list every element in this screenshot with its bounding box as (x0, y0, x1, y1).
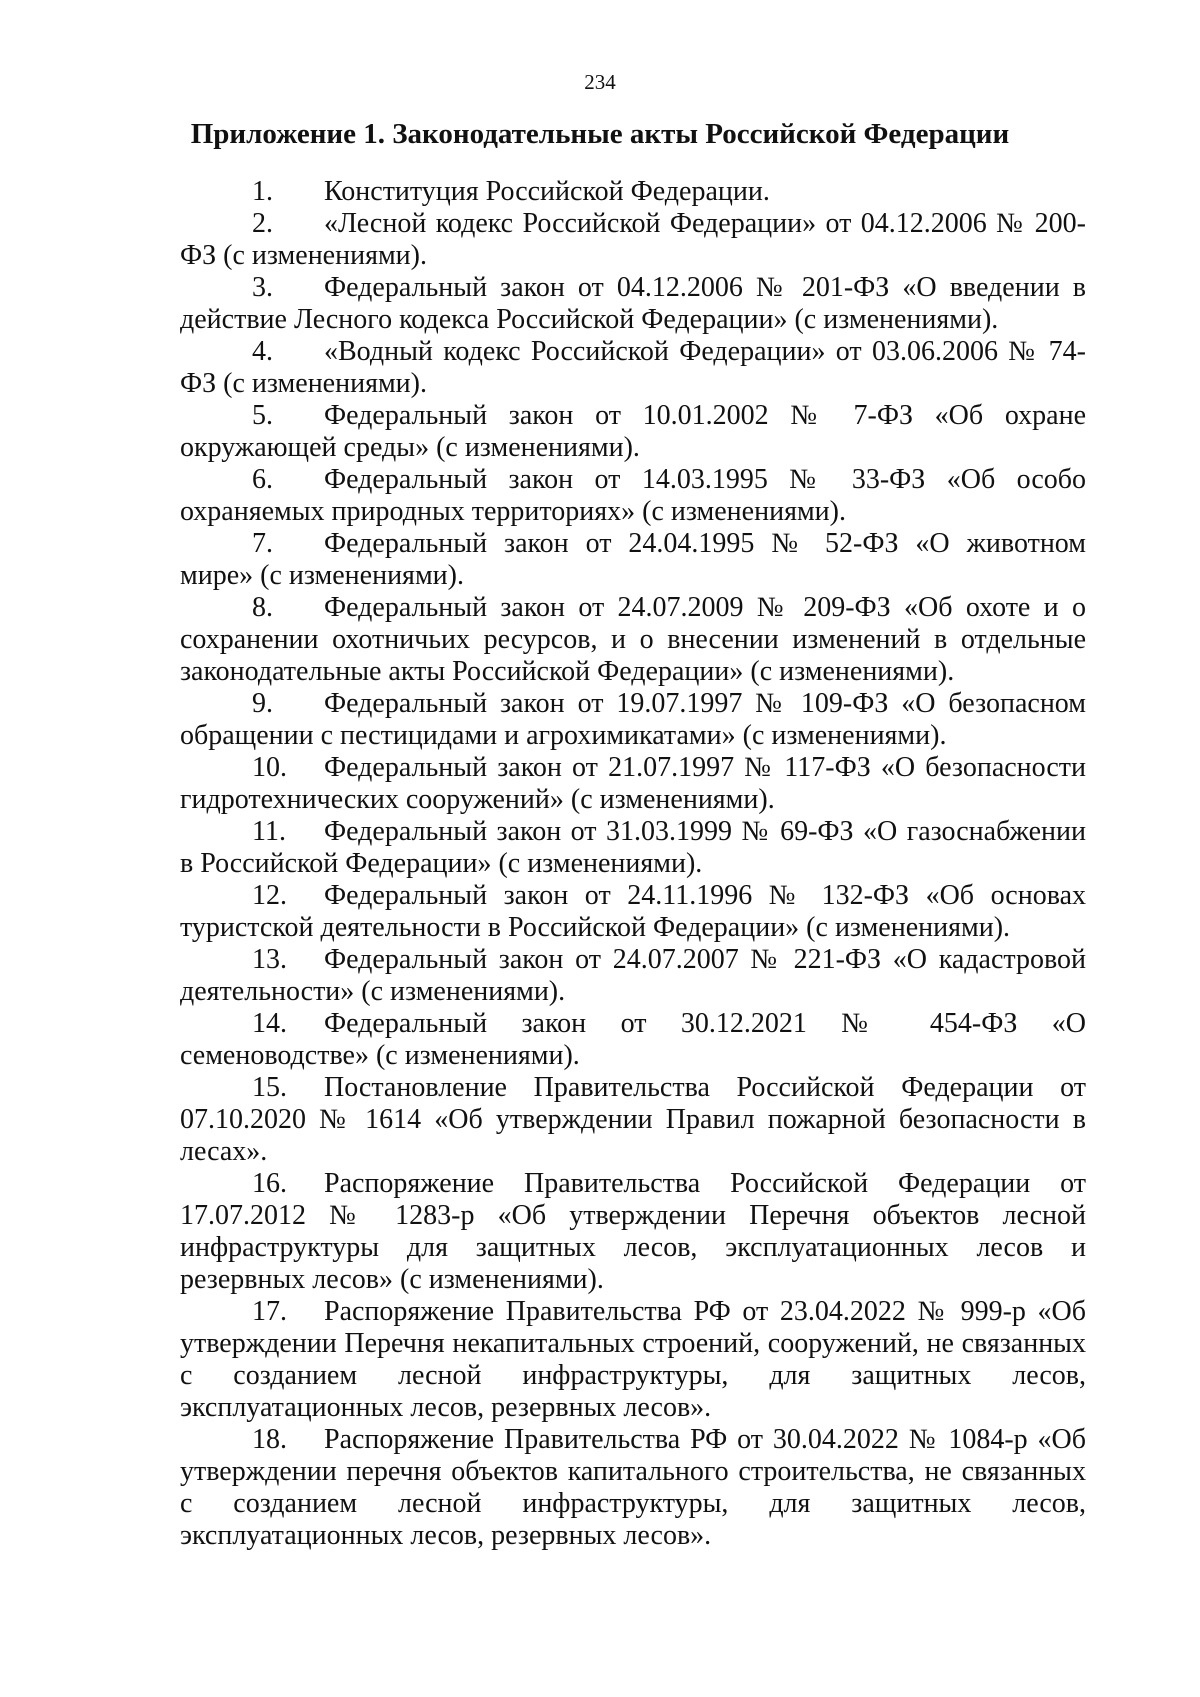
list-item-text: Федеральный закон от 14.03.1995 № 33-ФЗ «Об особо охраняемых природных территориях» (с изменениями). (180, 464, 1086, 527)
list-item-number: 12. (252, 880, 287, 911)
list-item (180, 464, 1086, 528)
list-item-text: Конституция Российской Федерации. (324, 176, 770, 207)
list-item (180, 272, 1086, 336)
list-item-number: 6. (252, 464, 273, 495)
list-item-number: 3. (252, 272, 273, 303)
list-item-number: 7. (252, 528, 273, 559)
list-item-text: Распоряжение Правительства Российской Федерации от 17.07.2012 № 1283-р «Об утверждении Перечня объектов лесной инфраструктуры для защитных лесов, эксплуатационных лесов и резервных лесов» (с изменениями). (180, 1168, 1086, 1295)
list-item-text: Федеральный закон от 30.12.2021 № 454-ФЗ «О семеноводстве» (с изменениями). (180, 1008, 1086, 1071)
list-item (180, 176, 1086, 208)
list-item-number: 5. (252, 400, 273, 431)
list-item-number: 13. (252, 944, 287, 975)
list-item-text: Федеральный закон от 24.07.2009 № 209-ФЗ «Об охоте и о сохранении охотничьих ресурсов, и о внесении изменений в отдельные законодательные акты Российской Федерации» (с изменениями). (180, 592, 1086, 687)
list-item-text: Федеральный закон от 24.04.1995 № 52-ФЗ «О животном мире» (с изменениями). (180, 528, 1086, 591)
list-item-text: Федеральный закон от 31.03.1999 № 69-ФЗ «О газоснабжении в Российской Федерации» (с изменениями). (180, 816, 1086, 879)
list-item (180, 336, 1086, 400)
list-item-text: Распоряжение Правительства РФ от 30.04.2022 № 1084-р «Об утверждении перечня объектов капитального строительства, не связанных с созданием лесной инфраструктуры, для защитных лесов, эксплуатационных лесов, резервных лесов». (180, 1424, 1086, 1551)
list-item-number: 10. (252, 752, 287, 783)
page-number: 234 (584, 70, 616, 94)
list-item-number: 15. (252, 1072, 287, 1103)
list-item-text: Федеральный закон от 04.12.2006 № 201-ФЗ «О введении в действие Лесного кодекса Российской Федерации» (с изменениями). (180, 272, 1086, 335)
list-item-text: «Лесной кодекс Российской Федерации» от 04.12.2006 № 200-ФЗ (с изменениями). (180, 208, 1086, 271)
list-item (180, 1424, 1086, 1552)
list-item (180, 944, 1086, 1008)
list-item-number: 2. (252, 208, 273, 239)
list-item-text: «Водный кодекс Российской Федерации» от 03.06.2006 № 74-ФЗ (с изменениями). (180, 336, 1086, 399)
list-item-number: 16. (252, 1168, 287, 1199)
list-item-number: 9. (252, 688, 273, 719)
list-item (180, 400, 1086, 464)
list-item-text: Федеральный закон от 24.11.1996 № 132-ФЗ «Об основах туристской деятельности в Российской Федерации» (с изменениями). (180, 880, 1086, 943)
list-item-text: Федеральный закон от 21.07.1997 № 117-ФЗ «О безопасности гидротехнических сооружений» (с изменениями). (180, 752, 1086, 815)
list-item-number: 18. (252, 1424, 287, 1455)
list-item (180, 528, 1086, 592)
list-item-number: 11. (252, 816, 286, 847)
list-item-text: Федеральный закон от 10.01.2002 № 7-ФЗ «Об охране окружающей среды» (с изменениями). (180, 400, 1086, 463)
list-item (180, 1008, 1086, 1072)
list-item-number: 4. (252, 336, 273, 367)
legislation-list (180, 176, 1086, 1552)
list-item-number: 1. (252, 176, 273, 207)
list-item (180, 688, 1086, 752)
list-item-text: Федеральный закон от 19.07.1997 № 109-ФЗ «О безопасном обращении с пестицидами и агрохимикатами» (с изменениями). (180, 688, 1086, 751)
list-item (180, 1296, 1086, 1424)
list-item (180, 1168, 1086, 1296)
page-title: Приложение 1. Законодательные акты Российской Федерации (190, 118, 1010, 150)
list-item (180, 208, 1086, 272)
list-item (180, 1072, 1086, 1168)
list-item (180, 592, 1086, 688)
list-item (180, 752, 1086, 816)
list-item (180, 816, 1086, 880)
list-item-number: 14. (252, 1008, 287, 1039)
list-item (180, 880, 1086, 944)
list-item-number: 17. (252, 1296, 287, 1327)
list-item-text: Постановление Правительства Российской Федерации от 07.10.2020 № 1614 «Об утверждении Правил пожарной безопасности в лесах». (180, 1072, 1086, 1167)
list-item-text: Распоряжение Правительства РФ от 23.04.2022 № 999-р «Об утверждении Перечня некапитальных строений, сооружений, не связанных с созданием лесной инфраструктуры, для защитных лесов, эксплуатационных лесов, резервных лесов». (180, 1296, 1086, 1423)
list-item-text: Федеральный закон от 24.07.2007 № 221-ФЗ «О кадастровой деятельности» (с изменениями). (180, 944, 1086, 1007)
list-item-number: 8. (252, 592, 273, 623)
